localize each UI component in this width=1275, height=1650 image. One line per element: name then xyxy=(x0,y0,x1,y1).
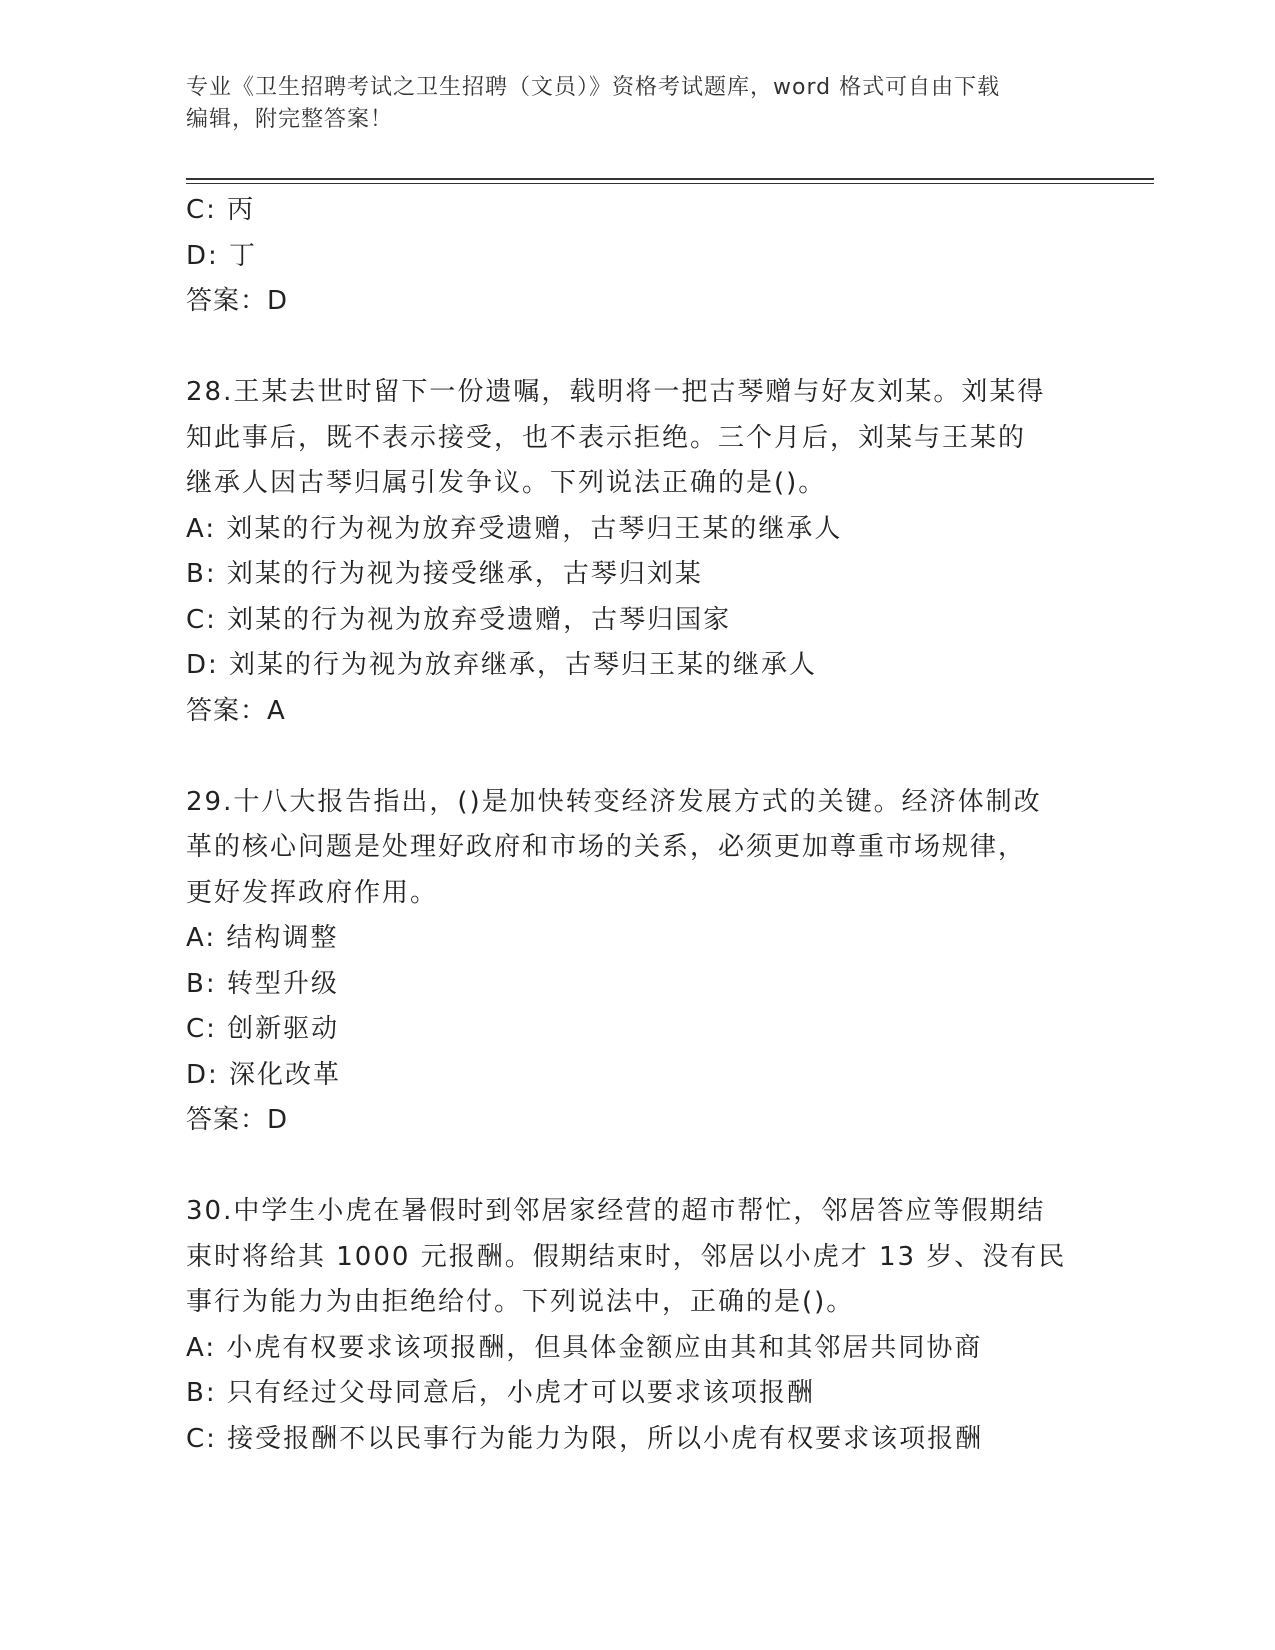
spacer xyxy=(186,1144,1086,1190)
header-line-2: 编辑，附完整答案！ xyxy=(186,107,394,132)
question-stem-line: 继承人因古琴归属引发争议。下列说法正确的是()。 xyxy=(186,468,827,498)
header-line-1: 专业《卫生招聘考试之卫生招聘（文员）》资格考试题库，word 格式可自由下载 xyxy=(186,75,1001,100)
question-30 xyxy=(186,1189,1086,1462)
option-c: C: 创新驱动 xyxy=(186,1014,340,1044)
option-a: A: 小虎有权要求该项报酬，但具体金额应由其和其邻居共同协商 xyxy=(186,1332,983,1363)
option-a: A: 结构调整 xyxy=(186,923,339,953)
answer-line: 答案：D xyxy=(186,1105,289,1135)
option-d: D: 丁 xyxy=(186,240,258,271)
spacer xyxy=(186,325,1086,371)
option-b: B: 只有经过父母同意后，小虎才可以要求该项报酬 xyxy=(186,1378,815,1408)
question-stem-line: 束时将给其 1000 元报酬。假期结束时，邻居以小虎才 13 岁、没有民 xyxy=(186,1241,1067,1272)
option-c: C: 接受报酬不以民事行为能力为限，所以小虎有权要求该项报酬 xyxy=(186,1423,984,1454)
question-stem-line: 知此事后，既不表示接受，也不表示拒绝。三个月后，刘某与王某的 xyxy=(186,422,1027,453)
header-divider-thin xyxy=(186,183,1154,184)
question-stem-line: 29.十八大报告指出，()是加快转变经济发展方式的关键。经济体制改 xyxy=(186,786,1042,817)
header-divider-thick xyxy=(186,178,1154,180)
document-header xyxy=(186,72,1066,136)
question-28 xyxy=(186,370,1086,734)
answer-line: 答案：A xyxy=(186,695,286,726)
question-stem-line: 事行为能力为由拒绝给付。下列说法中，正确的是()。 xyxy=(186,1287,855,1317)
option-b: B: 刘某的行为视为接受继承，古琴归刘某 xyxy=(186,559,703,589)
question-stem-line: 革的核心问题是处理好政府和市场的关系，必须更加尊重市场规律， xyxy=(186,832,1027,862)
question-stem-line: 更好发挥政府作用。 xyxy=(186,877,439,908)
option-c: C: 丙 xyxy=(186,195,256,225)
option-c: C: 刘某的行为视为放弃受遗赠，古琴归国家 xyxy=(186,604,732,635)
question-content xyxy=(186,188,1086,1462)
spacer xyxy=(186,734,1086,780)
question-stem-line: 28.王某去世时留下一份遗嘱，载明将一把古琴赠与好友刘某。刘某得 xyxy=(186,377,1046,407)
option-a: A: 刘某的行为视为放弃受遗赠，古琴归王某的继承人 xyxy=(186,513,843,544)
answer-line: 答案：D xyxy=(186,286,289,316)
option-d: D: 深化改革 xyxy=(186,1059,342,1090)
question-29 xyxy=(186,780,1086,1144)
question-stem-line: 30.中学生小虎在暑假时到邻居家经营的超市帮忙，邻居答应等假期结 xyxy=(186,1196,1046,1226)
option-d: D: 刘某的行为视为放弃继承，古琴归王某的继承人 xyxy=(186,650,818,680)
option-b: B: 转型升级 xyxy=(186,968,339,999)
